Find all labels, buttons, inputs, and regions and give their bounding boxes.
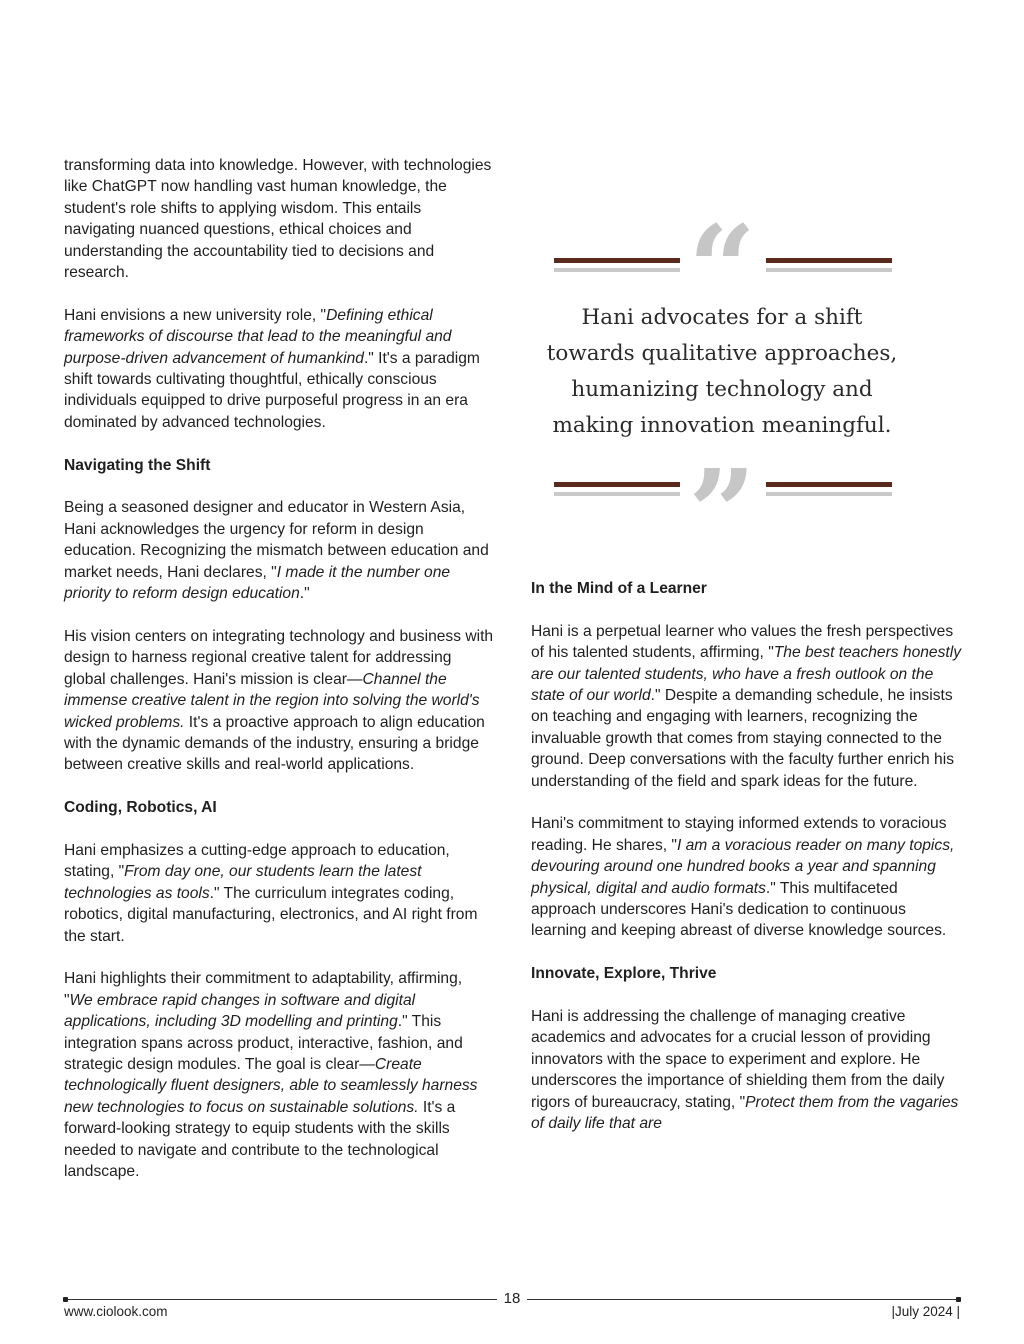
quote-italic: Defining ethical frameworks of discourse that lead to the meaningful and purpose-driven advancement of humankind — [64, 306, 452, 367]
paragraph — [531, 621, 963, 792]
rule-lines — [766, 258, 892, 272]
paragraph — [64, 968, 494, 1182]
footer-rule-end-dot — [63, 1297, 68, 1302]
paragraph — [64, 840, 494, 947]
pull-quote-text: Hani advocates for a shift towards qualitative approaches, humanizing technology and making innovation meaningful. — [546, 305, 898, 438]
quote-italic: I made it the number one priority to reform design education — [64, 563, 451, 603]
rule-lines — [554, 482, 680, 496]
paragraph-text: It's a proactive approach to align education with the dynamic demands of the industry, ensuring a bridge between creative skills and real-world applications. — [64, 713, 485, 774]
quote-italic: From day one, our students learn the latest technologies as tools — [64, 863, 422, 902]
paragraph-text: Hani is addressing the challenge of managing creative academics and advocates for a crucial lesson of providing innovators with the space to experiment and explore. He underscores the importance of shielding them from the daily rigors of bureaucracy, stating, " — [531, 1008, 945, 1111]
paragraph-text: ." — [299, 585, 310, 603]
paragraph — [531, 813, 963, 941]
paragraph-text: Hani highlights their commitment to adaptability, affirming, " — [64, 970, 463, 1009]
rule-lines — [766, 482, 892, 496]
rule-lines — [554, 258, 680, 272]
pull-quote-bottom-rule — [552, 443, 892, 582]
section-heading: Navigating the Shift — [64, 456, 211, 474]
paragraph-text: ." This multifaceted approach underscores Hani's dedication to continuous learning and keeping abreast of diverse knowledge sources. — [531, 879, 947, 940]
quote-italic: Channel the immense creative talent in the region into solving the world's wicked problems. — [64, 670, 480, 731]
paragraph — [64, 497, 494, 604]
page-number: 18 — [497, 1289, 527, 1309]
paragraph-text: ." Despite a demanding schedule, he insists on teaching and engaging with learners, recognizing the invaluable growth that comes from staying connected to the ground. Deep conversations with the faculty further enrich his understanding of the field and spark ideas for the future. — [531, 687, 954, 790]
paragraph-text: transforming data into knowledge. However, with technologies like ChatGPT now handling vast human knowledge, the student's role shifts to applying wisdom. This entails navigating nuanced questions, ethical choices and understanding the accountability tied to decisions and research. — [64, 157, 492, 282]
paragraph-text: Hani envisions a new university role, " — [64, 306, 327, 324]
paragraph-text: Hani emphasizes a cutting-edge approach to education, stating, " — [64, 841, 450, 881]
right-column — [531, 578, 963, 1156]
quote-italic: Create technologically fluent designers, able to seamlessly harness new technologies to focus on sustainable solutions. — [64, 1055, 478, 1116]
paragraph-text: It's a forward-looking strategy to equip students with the skills needed to navigate and contribute to the technological landscape. — [64, 1098, 456, 1180]
paragraph-text: ." This integration spans across product, interactive, fashion, and strategic design modules. The goal is clear— — [64, 1013, 463, 1073]
quote-italic: I am a voracious reader on many topics, devouring around one hundred books a year and spanning physical, digital and audio formats — [531, 836, 955, 897]
paragraph-text: Being a seasoned designer and educator in Western Asia, Hani acknowledges the urgency for reform in design education. Recognizing the mismatch between education and market needs, Hani declares, " — [64, 499, 489, 581]
footer-rule-end-dot — [956, 1297, 961, 1302]
open-quote-icon: “ — [688, 199, 756, 338]
paragraph — [64, 305, 494, 433]
paragraph-text: ." The curriculum integrates coding, robotics, digital manufacturing, electronics, and AI right from the start. — [64, 884, 478, 945]
footer-issue-date: |July 2024 | — [891, 1304, 960, 1319]
paragraph-text: ." It's a paradigm shift towards cultivating thoughtful, ethically conscious individuals equipped to drive purposeful progress in an era dominated by advanced technologies. — [64, 349, 480, 431]
pull-quote-top-rule — [552, 199, 892, 338]
section-heading: Coding, Robotics, AI — [64, 799, 217, 817]
paragraph — [531, 1006, 963, 1134]
footer-website-link[interactable]: www.ciolook.com — [64, 1304, 168, 1319]
quote-italic: We embrace rapid changes in software and digital applications, including 3D modelling and printing — [64, 991, 416, 1031]
quote-italic: Protect them from the vagaries of daily life that are — [531, 1093, 959, 1133]
pull-quote — [546, 199, 898, 582]
paragraph-text: Hani's commitment to staying informed extends to voracious reading. He shares, " — [531, 815, 947, 854]
paragraph-text: Hani is a perpetual learner who values the fresh perspectives of his talented students, affirming, " — [531, 622, 954, 662]
close-quote-icon: ” — [688, 443, 756, 582]
paragraph — [64, 155, 494, 283]
left-column — [64, 155, 494, 1204]
section-heading: In the Mind of a Learner — [531, 580, 707, 597]
quote-italic: The best teachers honestly are our talented students, who have a fresh outlook on the state of our world — [531, 644, 961, 705]
section-heading: Innovate, Explore, Thrive — [531, 965, 717, 983]
paragraph — [64, 626, 494, 776]
paragraph-text: His vision centers on integrating technology and business with design to harness regional creative talent for addressing global challenges. Hani's mission is clear— — [64, 627, 494, 688]
